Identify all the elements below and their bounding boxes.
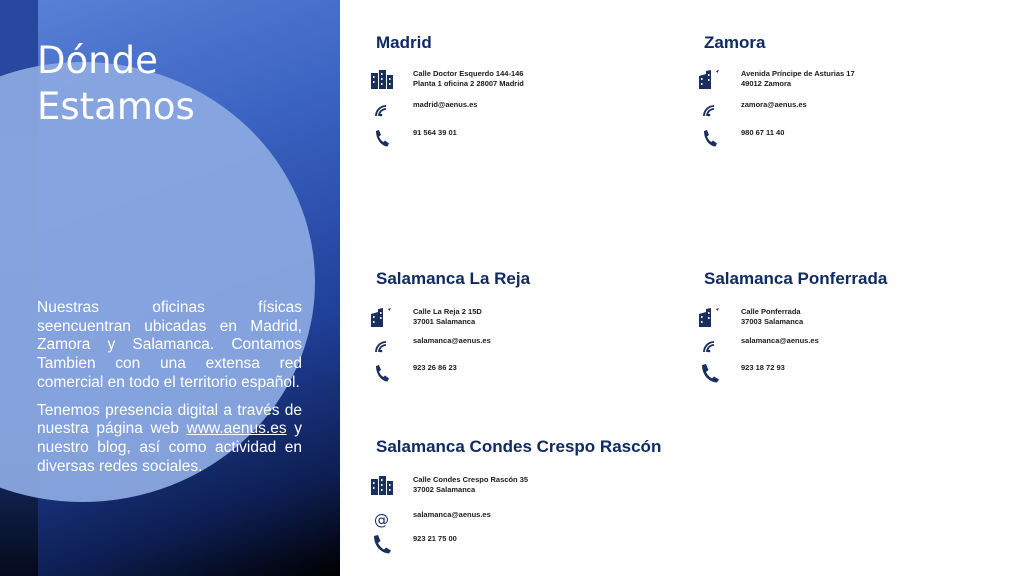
office-title: Salamanca Condes Crespo Rascón	[376, 437, 662, 456]
office-salamanca-ponferrada	[704, 269, 888, 372]
wifi-icon	[698, 100, 722, 120]
email[interactable]: salamanca@aenus.es	[413, 336, 491, 345]
address-text	[413, 475, 528, 495]
title-line-2: Estamos	[37, 85, 195, 128]
address-line-1: Calle Condes Crespo Rascón 35	[413, 475, 529, 484]
address-text	[741, 307, 803, 327]
wifi-icon	[698, 336, 722, 356]
phone-row	[698, 128, 785, 148]
website-link[interactable]: www.aenus.es	[186, 420, 287, 438]
address-line-1: Avenida Príncipe de Asturias 17	[741, 69, 855, 78]
email[interactable]: salamanca@aenus.es	[741, 336, 819, 345]
intro-paragraph-1: Nuestras oficinas físicas seencuentran ubicadas en Madrid, Zamora y Salamanca. Contamos Tambien con una extensa red comercial en todo el territorio español.	[37, 299, 302, 391]
phone[interactable]: 923 18 72 93	[741, 363, 785, 372]
email-row	[698, 100, 807, 120]
address-text	[741, 69, 855, 89]
email-row	[698, 336, 819, 356]
email[interactable]: salamanca@aenus.es	[413, 510, 491, 519]
intro-paragraph-2	[37, 402, 302, 477]
office-title: Zamora	[704, 33, 766, 52]
office-salamanca-condes-crespo-rascon	[374, 437, 662, 543]
svg-text:@: @	[374, 511, 389, 529]
address-row	[370, 69, 524, 89]
wifi-icon	[370, 100, 394, 120]
phone-row	[698, 363, 785, 383]
wifi-icon	[370, 336, 394, 356]
intro-p2-after: y nuestro blog, así como actividad en diversas redes sociales.	[37, 420, 302, 475]
buildings-icon	[370, 475, 394, 495]
email-row	[370, 510, 491, 530]
phone-text	[413, 128, 457, 138]
page-title	[37, 38, 195, 130]
address-text	[413, 307, 482, 327]
office-title: Madrid	[376, 33, 432, 52]
left-panel	[0, 0, 340, 576]
email-text	[741, 336, 819, 346]
address-line-2: Planta 1 oficina 2 28007 Madrid	[413, 79, 524, 88]
phone-text	[741, 128, 784, 138]
address-line-1: Calle Doctor Esquerdo 144-146	[413, 69, 524, 78]
phone-icon	[370, 534, 394, 554]
intro-text	[37, 299, 302, 485]
at-sign-icon	[370, 510, 394, 530]
address-line-2: 49012 Zamora	[741, 79, 792, 88]
office-madrid	[376, 33, 524, 137]
phone[interactable]: 91 564 39 01	[413, 128, 457, 137]
phone-row	[370, 128, 457, 148]
email[interactable]: zamora@aenus.es	[741, 100, 807, 109]
address-row	[370, 307, 482, 327]
building-icon	[698, 69, 722, 89]
address-row	[370, 475, 529, 495]
phone[interactable]: 923 26 86 23	[413, 363, 457, 372]
buildings-icon	[370, 69, 394, 89]
address-line-2: 37001 Salamanca	[413, 317, 476, 326]
email-row	[370, 336, 491, 356]
title-line-1: Dónde	[37, 39, 158, 82]
address-line-1: Calle La Reja 2 15D	[413, 307, 482, 316]
phone-icon	[698, 128, 722, 148]
email-text	[413, 510, 491, 520]
phone-icon	[370, 363, 394, 383]
office-title: Salamanca La Reja	[376, 269, 531, 288]
address-line-1: Calle Ponferrada	[741, 307, 801, 316]
phone-text	[741, 363, 785, 373]
email-text	[413, 336, 491, 346]
phone-text	[413, 363, 457, 373]
address-row	[698, 307, 804, 327]
phone-icon	[698, 363, 722, 383]
address-line-2: 37002 Salamanca	[413, 485, 476, 494]
email-text	[413, 100, 477, 110]
email-text	[741, 100, 807, 110]
intro-p2-before: Tenemos presencia digital a través de nuestra página web	[37, 401, 302, 438]
phone[interactable]: 923 21 75 00	[413, 534, 457, 543]
phone[interactable]: 980 67 11 40	[741, 128, 785, 137]
address-row	[698, 69, 855, 89]
office-zamora	[704, 33, 855, 137]
email-row	[370, 100, 478, 120]
office-salamanca-la-reja	[376, 269, 531, 372]
phone-row	[370, 363, 457, 383]
address-text	[413, 69, 524, 89]
phone-icon	[370, 128, 394, 148]
email[interactable]: madrid@aenus.es	[413, 100, 478, 109]
office-title: Salamanca Ponferrada	[704, 269, 888, 288]
building-icon	[370, 307, 394, 327]
address-line-2: 37003 Salamanca	[741, 317, 804, 326]
building-icon	[698, 307, 722, 327]
phone-text	[413, 534, 457, 544]
phone-row	[370, 534, 457, 554]
